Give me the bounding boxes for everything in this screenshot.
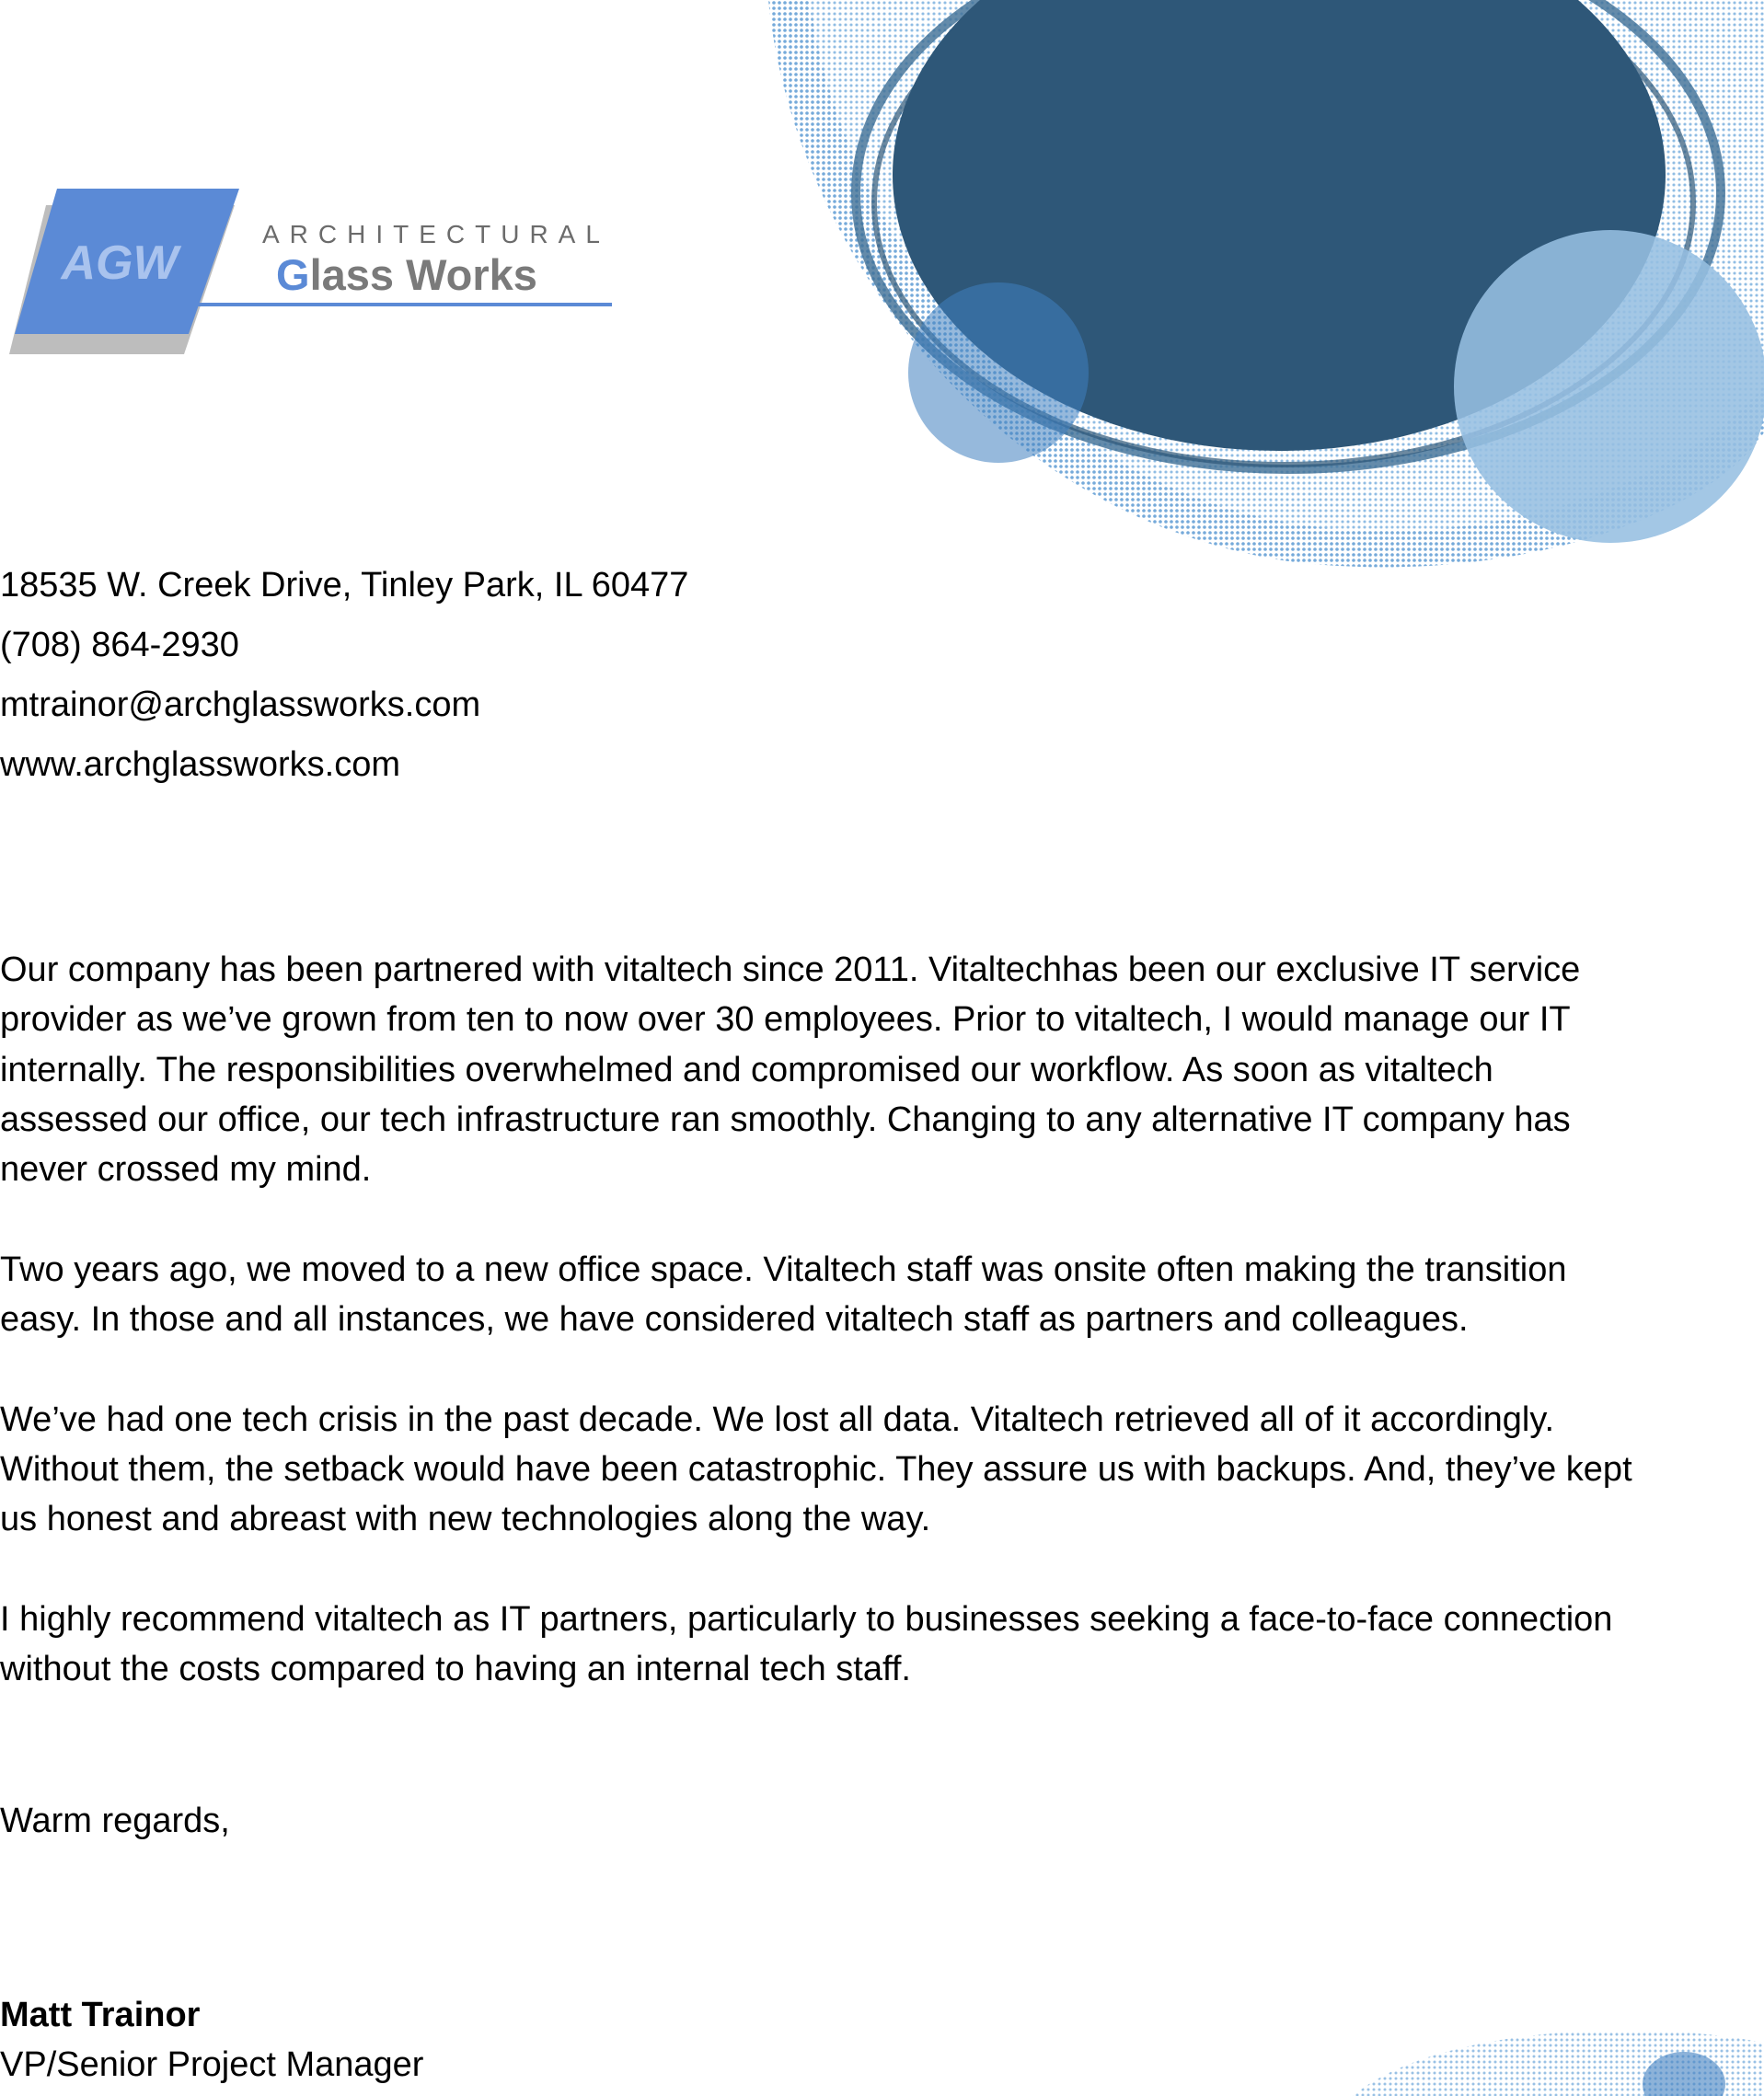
company-logo bbox=[9, 179, 617, 363]
decorative-corner-artwork bbox=[1316, 2015, 1764, 2096]
body-paragraph: I highly recommend vitaltech as IT partners, particularly to businesses seeking a face-to-face connection without the costs compared to having an internal tech staff. bbox=[0, 1599, 1613, 1689]
website-line: www.archglassworks.com bbox=[0, 745, 400, 784]
svg-text:AGW: AGW bbox=[61, 236, 179, 290]
signature-block bbox=[0, 1990, 423, 2090]
decorative-circles-artwork bbox=[755, 0, 1764, 570]
signer-name: Matt Trainor bbox=[0, 1996, 201, 2034]
logo-wordmark: Glass Works bbox=[276, 250, 537, 299]
logo-underline bbox=[193, 303, 612, 306]
letter-body bbox=[0, 945, 1638, 1745]
small-blue-circle bbox=[908, 282, 1089, 463]
body-paragraph: We’ve had one tech crisis in the past decade. We lost all data. Vitaltech retrieved all of it accordingly. Without them, the setback would have been catastrophic. They assure us with backups. And, they’ve kept us honest and abreast with new technologies along the way. bbox=[0, 1399, 1632, 1539]
logo-tagline: ARCHITECTURAL bbox=[262, 220, 610, 248]
body-paragraph: Our company has been partnered with vitaltech since 2011. Vitaltechhas been our exclusive IT service provider as we’ve grown from ten to now over 30 employees. Prior to vitaltech, I would manage our IT internally. The responsibilities overwhelmed and compromised our workflow. As soon as vitaltech assessed our office, our tech infrastructure ran smoothly. Changing to any alternative IT company has never crossed my mind. bbox=[0, 950, 1581, 1190]
agw-badge-icon bbox=[9, 179, 248, 354]
signer-title: VP/Senior Project Manager bbox=[0, 2045, 424, 2084]
email-line: mtrainor@archglassworks.com bbox=[0, 685, 481, 724]
contact-block bbox=[0, 556, 688, 795]
body-paragraph: Two years ago, we moved to a new office space. Vitaltech staff was onsite often making the transition easy. In those and all instances, we have considered vitaltech staff as partners and colleagues. bbox=[0, 1250, 1567, 1340]
closing-line: Warm regards, bbox=[0, 1802, 230, 1840]
address-line: 18535 W. Creek Drive, Tinley Park, IL 60477 bbox=[0, 566, 689, 605]
phone-line: (708) 864-2930 bbox=[0, 626, 239, 664]
